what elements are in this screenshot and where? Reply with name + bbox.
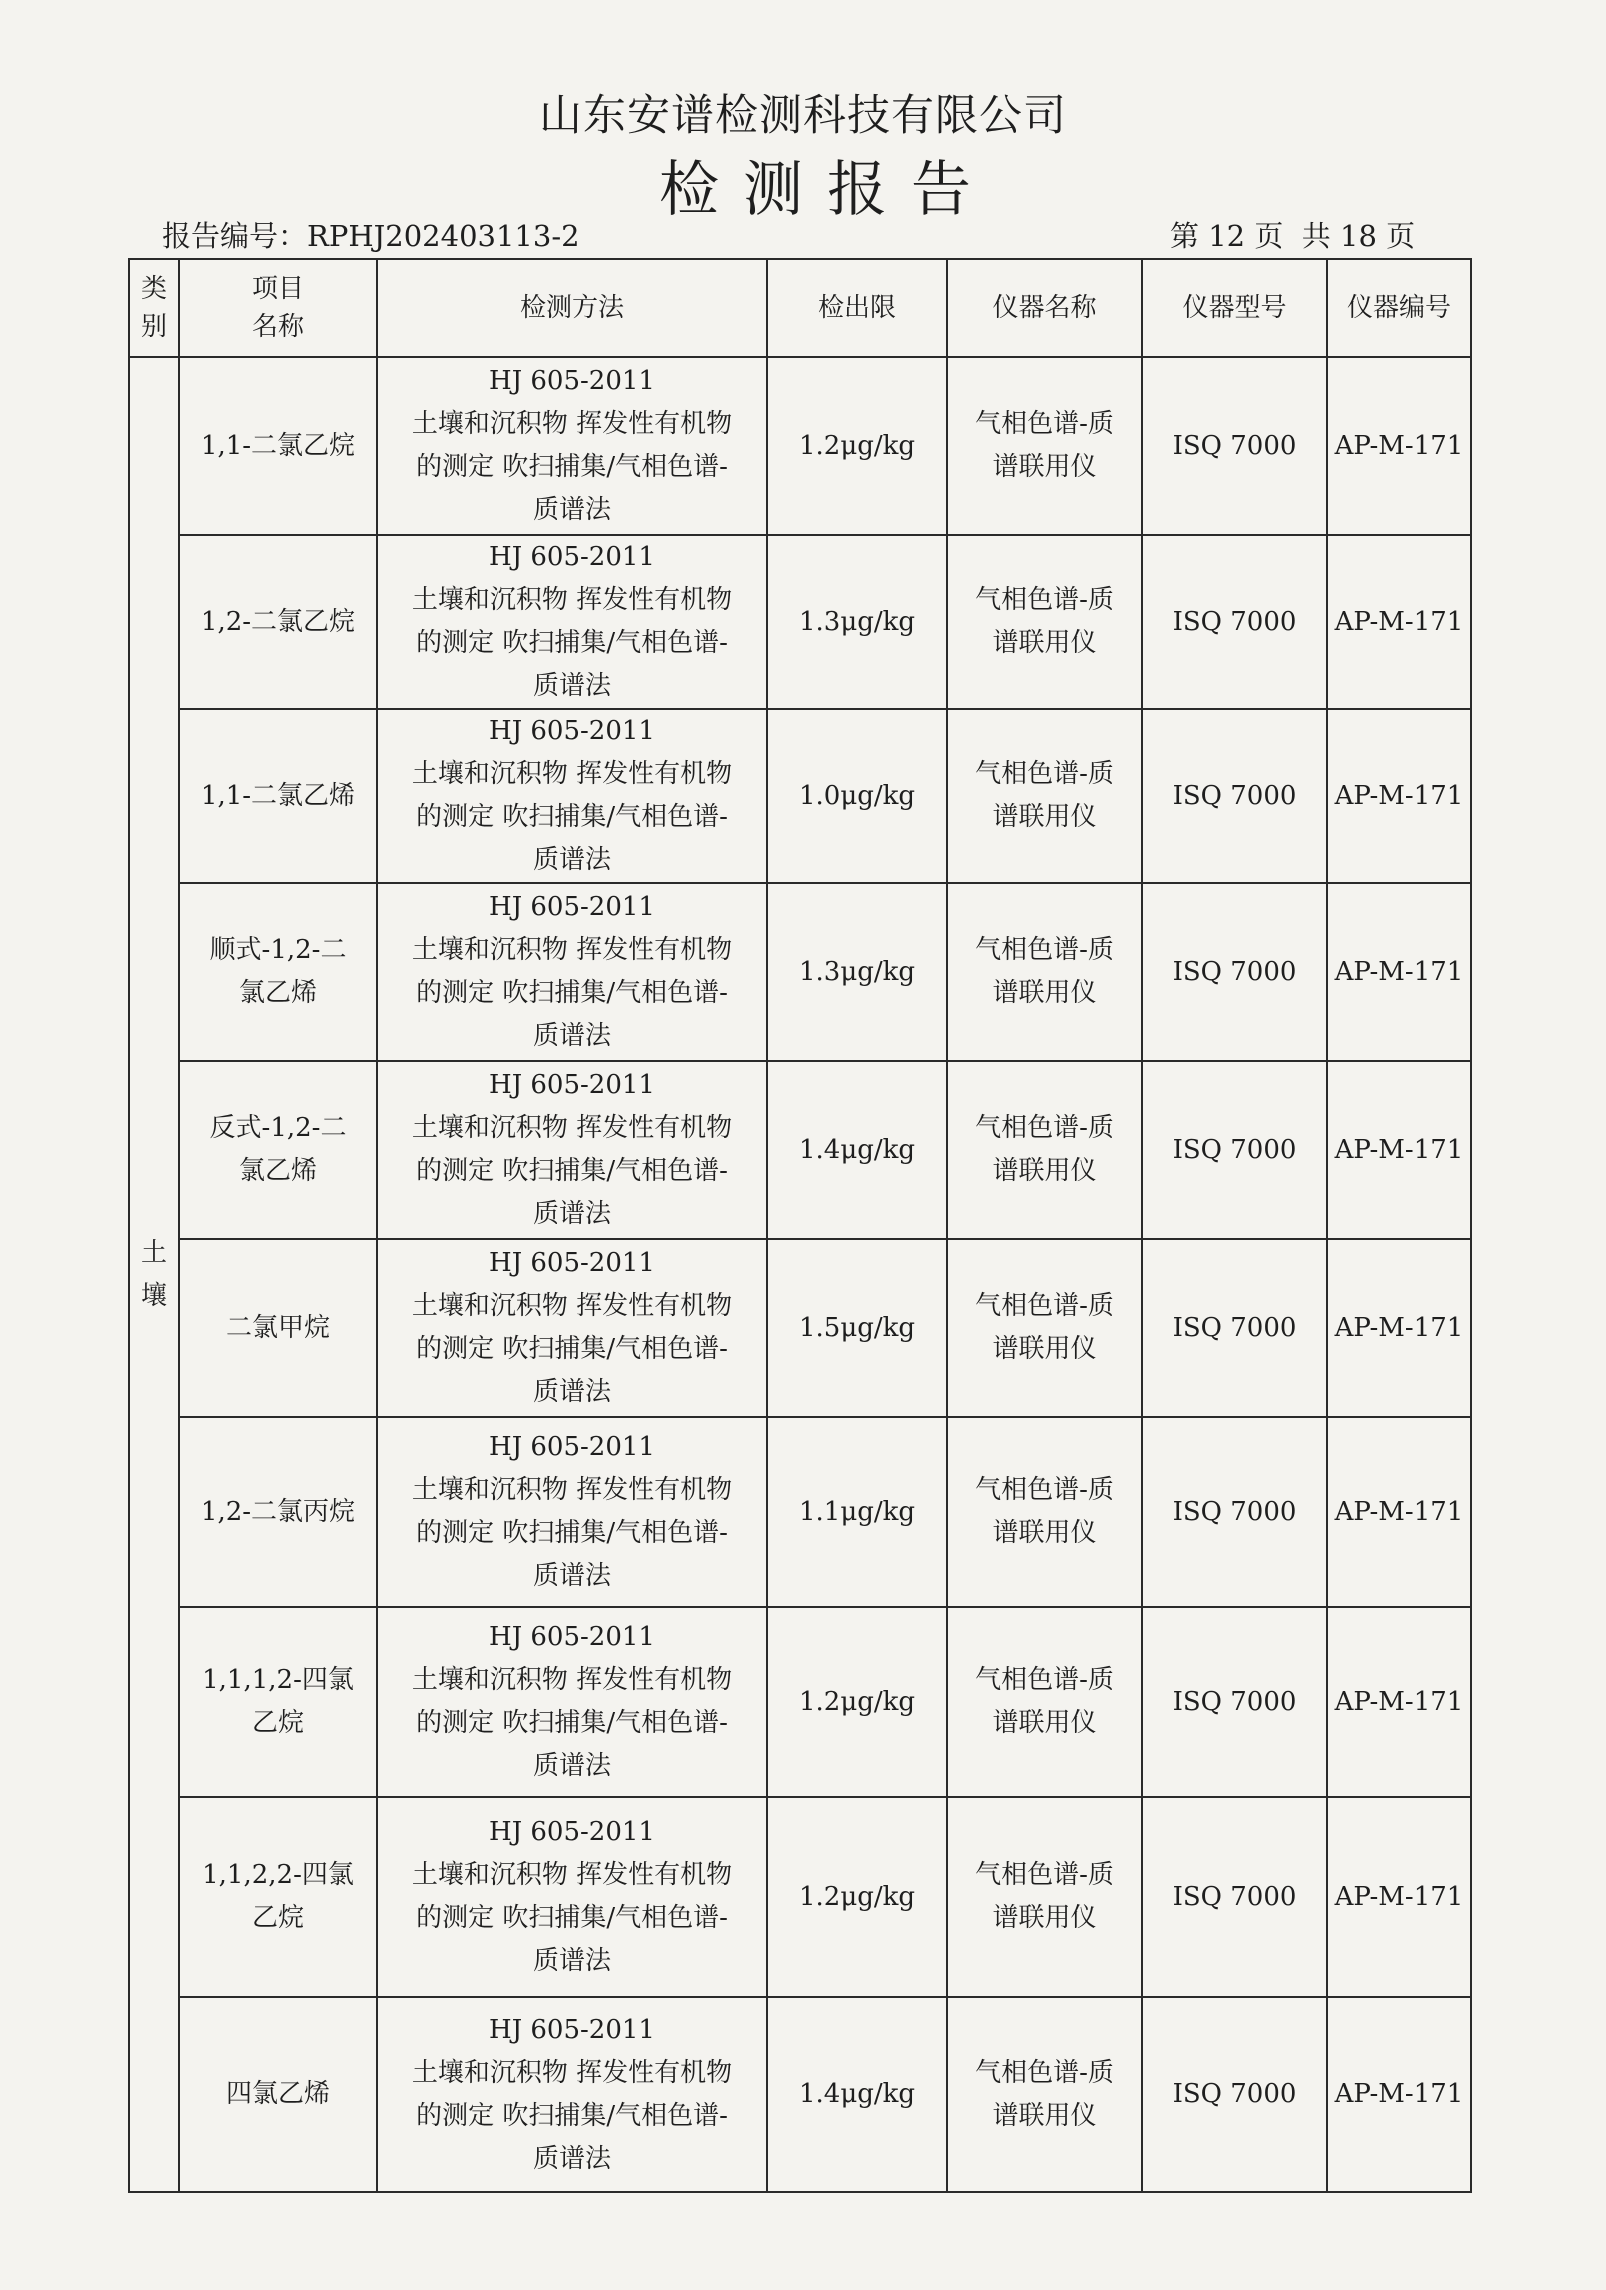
item-name-line: 1,1,2,2-四氯 (202, 1860, 354, 1890)
report-title: 检测报告 (659, 155, 995, 225)
instrument-model: ISQ 7000 (1142, 709, 1327, 883)
report-number-label: 报告编号： (162, 219, 308, 253)
company-name: 山东安谱检测科技有限公司 (539, 91, 1067, 141)
instrument-name (947, 1997, 1142, 2192)
table-row (129, 883, 1471, 1061)
method-cell-line: 土壤和沉积物 挥发性有机物 (411, 585, 733, 615)
instrument-name-line: 谱联用仪 (992, 1903, 1097, 1933)
method-cell-line: HJ 605-2011 (489, 1070, 655, 1100)
col-header-item (179, 259, 377, 357)
page-suffix: 页 (1386, 219, 1416, 253)
instrument-model: ISQ 7000 (1142, 535, 1327, 709)
method-cell-line: 质谱法 (532, 1751, 611, 1781)
instrument-name-line: 气相色谱-质 (975, 1665, 1114, 1695)
col-header-category-line: 类 (140, 274, 167, 304)
col-header-category (129, 259, 179, 357)
instrument-serial: AP-M-171 (1327, 1239, 1471, 1417)
instrument-serial: AP-M-171 (1327, 1607, 1471, 1797)
item-name-line: 1,1,1,2-四氯 (202, 1665, 354, 1695)
instrument-name (947, 1797, 1142, 1997)
item-name (179, 1239, 377, 1417)
category-line: 土 (140, 1237, 167, 1268)
instrument-model: ISQ 7000 (1142, 1797, 1327, 1997)
col-header-model: 仪器型号 (1142, 259, 1327, 357)
method-cell-line: 的测定 吹扫捕集/气相色谱- (416, 452, 728, 482)
category-line: 壤 (140, 1280, 167, 1311)
detection-limit: 1.4μg/kg (767, 1061, 947, 1239)
instrument-name (947, 1239, 1142, 1417)
results-table (128, 258, 1472, 2193)
method-cell-line: HJ 605-2011 (489, 366, 655, 396)
instrument-name-line: 谱联用仪 (992, 2100, 1097, 2131)
method-cell-line: 质谱法 (532, 1946, 611, 1976)
instrument-name (947, 709, 1142, 883)
item-name (179, 1797, 377, 1997)
page-mid: 页 共 (1254, 219, 1331, 253)
item-name-line: 1,1-二氯乙烯 (200, 780, 356, 811)
method-cell-line: 的测定 吹扫捕集/气相色谱- (416, 1334, 728, 1364)
instrument-name-line: 谱联用仪 (992, 1156, 1097, 1186)
instrument-model: ISQ 7000 (1142, 1417, 1327, 1607)
item-name (179, 883, 377, 1061)
detection-limit: 1.3μg/kg (767, 883, 947, 1061)
method-cell-line: HJ 605-2011 (489, 542, 655, 572)
item-name-line: 氯乙烯 (238, 1156, 317, 1186)
instrument-name-line: 气相色谱-质 (975, 1113, 1114, 1143)
instrument-name-line: 气相色谱-质 (975, 935, 1114, 965)
method-cell-line: HJ 605-2011 (489, 892, 655, 922)
instrument-name-line: 气相色谱-质 (975, 1291, 1114, 1321)
method-cell-line: 土壤和沉积物 挥发性有机物 (411, 2057, 733, 2088)
item-name (179, 709, 377, 883)
method-cell-line: 质谱法 (532, 1561, 611, 1591)
method-cell (377, 1797, 767, 1997)
detection-limit: 1.5μg/kg (767, 1239, 947, 1417)
table-row (129, 1239, 1471, 1417)
instrument-name-line: 谱联用仪 (992, 452, 1097, 482)
instrument-name (947, 1061, 1142, 1239)
table-row (129, 709, 1471, 883)
method-cell-line: 土壤和沉积物 挥发性有机物 (411, 1291, 733, 1321)
method-cell-line: 土壤和沉积物 挥发性有机物 (411, 1475, 733, 1505)
col-header-limit: 检出限 (767, 259, 947, 357)
instrument-name-line: 谱联用仪 (992, 1334, 1097, 1364)
item-name-line: 氯乙烯 (238, 978, 317, 1008)
detection-limit: 1.1μg/kg (767, 1417, 947, 1607)
instrument-serial: AP-M-171 (1327, 1997, 1471, 2192)
category-cell (129, 357, 179, 2192)
instrument-name-line: 气相色谱-质 (975, 585, 1114, 615)
method-cell-line: 土壤和沉积物 挥发性有机物 (411, 935, 733, 965)
method-cell (377, 709, 767, 883)
page-total: 18 (1340, 219, 1377, 253)
instrument-serial: AP-M-171 (1327, 1797, 1471, 1997)
item-name-line: 二氯甲烷 (225, 1312, 330, 1343)
method-cell-line: 土壤和沉积物 挥发性有机物 (411, 409, 733, 439)
col-header-instrument: 仪器名称 (947, 259, 1142, 357)
page-prefix: 第 (1170, 219, 1200, 253)
detection-limit: 1.4μg/kg (767, 1997, 947, 2192)
method-cell-line: 质谱法 (532, 2143, 611, 2174)
item-name (179, 535, 377, 709)
item-name-line: 乙烷 (251, 1903, 304, 1933)
table-row (129, 357, 1471, 535)
instrument-serial: AP-M-171 (1327, 883, 1471, 1061)
instrument-name-line: 气相色谱-质 (975, 2057, 1114, 2088)
method-cell-line: 质谱法 (532, 671, 611, 701)
instrument-model: ISQ 7000 (1142, 1997, 1327, 2192)
col-header-method: 检测方法 (377, 259, 767, 357)
instrument-name (947, 357, 1142, 535)
page-current: 12 (1208, 219, 1246, 253)
method-cell (377, 1239, 767, 1417)
instrument-model: ISQ 7000 (1142, 883, 1327, 1061)
method-cell (377, 1417, 767, 1607)
method-cell (377, 1997, 767, 2192)
method-cell (377, 535, 767, 709)
col-header-item-line: 项目 (251, 274, 304, 304)
item-name-line: 1,2-二氯乙烷 (200, 606, 356, 637)
method-cell-line: 土壤和沉积物 挥发性有机物 (411, 1665, 733, 1695)
instrument-name-line: 气相色谱-质 (975, 1860, 1114, 1890)
method-cell-line: HJ 605-2011 (489, 1817, 655, 1847)
method-cell-line: HJ 605-2011 (489, 716, 655, 746)
table-row (129, 1797, 1471, 1997)
method-cell-line: HJ 605-2011 (489, 1248, 655, 1278)
instrument-name (947, 883, 1142, 1061)
method-cell-line: 质谱法 (532, 845, 611, 875)
instrument-name-line: 气相色谱-质 (975, 759, 1114, 789)
item-name-line: 四氯乙烯 (225, 2079, 330, 2109)
method-cell (377, 1607, 767, 1797)
col-header-item-line: 名称 (251, 312, 304, 342)
method-cell-line: 的测定 吹扫捕集/气相色谱- (416, 1156, 728, 1186)
table-row (129, 1997, 1471, 2192)
item-name (179, 1061, 377, 1239)
method-cell-line: 的测定 吹扫捕集/气相色谱- (416, 1518, 728, 1548)
method-cell-line: 土壤和沉积物 挥发性有机物 (411, 1113, 733, 1143)
instrument-name-line: 谱联用仪 (992, 1708, 1097, 1738)
method-cell-line: HJ 605-2011 (489, 1622, 655, 1652)
method-cell-line: 的测定 吹扫捕集/气相色谱- (416, 2100, 728, 2131)
item-name-line: 顺式-1,2-二 (209, 935, 347, 965)
detection-limit: 1.2μg/kg (767, 1797, 947, 1997)
instrument-serial: AP-M-171 (1327, 1061, 1471, 1239)
instrument-model: ISQ 7000 (1142, 1061, 1327, 1239)
item-name (179, 1417, 377, 1607)
table-row (129, 535, 1471, 709)
method-cell-line: 土壤和沉积物 挥发性有机物 (411, 1860, 733, 1890)
detection-limit: 1.0μg/kg (767, 709, 947, 883)
instrument-name-line: 谱联用仪 (992, 978, 1097, 1008)
detection-limit: 1.2μg/kg (767, 1607, 947, 1797)
method-cell-line: HJ 605-2011 (489, 1432, 655, 1462)
instrument-serial: AP-M-171 (1327, 535, 1471, 709)
report-number (162, 214, 580, 255)
item-name (179, 1607, 377, 1797)
method-cell (377, 357, 767, 535)
table-row (129, 1607, 1471, 1797)
instrument-name-line: 气相色谱-质 (975, 1475, 1114, 1505)
instrument-serial: AP-M-171 (1327, 1417, 1471, 1607)
method-cell-line: 的测定 吹扫捕集/气相色谱- (416, 978, 728, 1008)
method-cell-line: 质谱法 (532, 1377, 611, 1407)
instrument-model: ISQ 7000 (1142, 357, 1327, 535)
item-name (179, 357, 377, 535)
instrument-model: ISQ 7000 (1142, 1607, 1327, 1797)
method-cell-line: 的测定 吹扫捕集/气相色谱- (416, 628, 728, 658)
report-number-value: RPHJ202403113-2 (307, 219, 580, 253)
item-name-line: 1,2-二氯丙烷 (200, 1496, 356, 1527)
method-cell-line: 质谱法 (532, 1021, 611, 1051)
instrument-name (947, 1417, 1142, 1607)
method-cell-line: 的测定 吹扫捕集/气相色谱- (416, 1903, 728, 1933)
method-cell-line: 的测定 吹扫捕集/气相色谱- (416, 1708, 728, 1738)
instrument-name-line: 谱联用仪 (992, 628, 1097, 658)
method-cell-line: 质谱法 (532, 1199, 611, 1229)
method-cell-line: HJ 605-2011 (489, 2014, 655, 2045)
item-name-line: 1,1-二氯乙烷 (200, 430, 356, 461)
table-row (129, 1417, 1471, 1607)
item-name (179, 1997, 377, 2192)
detection-limit: 1.3μg/kg (767, 535, 947, 709)
detection-limit: 1.2μg/kg (767, 357, 947, 535)
instrument-name (947, 1607, 1142, 1797)
page-indicator (1170, 214, 1415, 255)
table-row (129, 1061, 1471, 1239)
table-header-row (129, 259, 1471, 357)
method-cell (377, 1061, 767, 1239)
method-cell-line: 质谱法 (532, 495, 611, 525)
method-cell-line: 的测定 吹扫捕集/气相色谱- (416, 802, 728, 832)
item-name-line: 乙烷 (251, 1708, 304, 1738)
instrument-serial: AP-M-171 (1327, 709, 1471, 883)
instrument-name (947, 535, 1142, 709)
col-header-serial: 仪器编号 (1327, 259, 1471, 357)
instrument-model: ISQ 7000 (1142, 1239, 1327, 1417)
item-name-line: 反式-1,2-二 (209, 1113, 347, 1143)
instrument-serial: AP-M-171 (1327, 357, 1471, 535)
instrument-name-line: 谱联用仪 (992, 802, 1097, 832)
col-header-category-line: 别 (140, 312, 167, 342)
instrument-name-line: 谱联用仪 (992, 1518, 1097, 1548)
method-cell-line: 土壤和沉积物 挥发性有机物 (411, 759, 733, 789)
instrument-name-line: 气相色谱-质 (975, 409, 1114, 439)
method-cell (377, 883, 767, 1061)
